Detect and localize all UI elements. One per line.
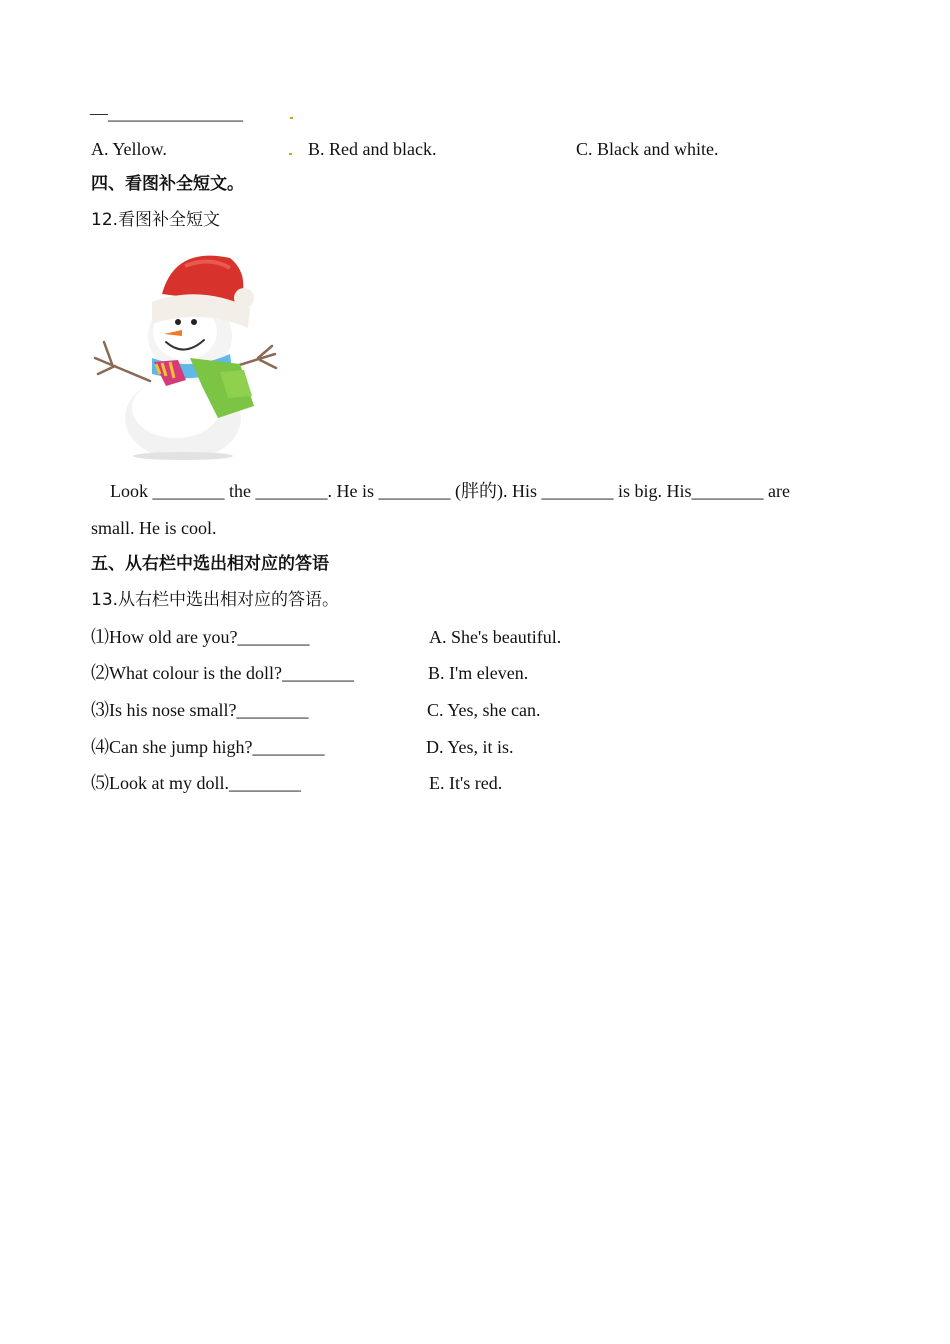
snowman-image xyxy=(90,246,280,462)
match-answer-a: A. She's beautiful. xyxy=(429,627,562,647)
match-answer-c: C. Yes, she can. xyxy=(427,700,541,720)
option-a: A. Yellow. xyxy=(91,139,167,159)
match-answer-d: D. Yes, it is. xyxy=(426,737,514,757)
match-question-5: ⑸Look at my doll.________ xyxy=(91,773,301,793)
paragraph-line-1: Look ________ the ________. He is ________ (胖的). His ________ is big. His________ are xyxy=(110,481,790,501)
section-5-heading: 五、从右栏中选出相对应的答语 xyxy=(91,554,329,574)
match-question-2: ⑵What colour is the doll?________ xyxy=(91,663,354,683)
match-question-3: ⑶Is his nose small?________ xyxy=(91,700,309,720)
option-c: C. Black and white. xyxy=(576,139,719,159)
section-4-heading: 四、看图补全短文。 xyxy=(91,174,244,194)
match-answer-b: B. I'm eleven. xyxy=(428,663,529,683)
question-12-title: 12.看图补全短文 xyxy=(91,210,221,230)
decorative-dot xyxy=(290,117,293,119)
question-13-title: 13.从右栏中选出相对应的答语。 xyxy=(91,590,340,610)
decorative-dot xyxy=(289,153,292,155)
match-question-1: ⑴How old are you?________ xyxy=(91,627,310,647)
option-b: B. Red and black. xyxy=(308,139,437,159)
match-question-4: ⑷Can she jump high?________ xyxy=(91,737,325,757)
answer-blank-line: —_______________ xyxy=(90,103,243,123)
match-answer-e: E. It's red. xyxy=(429,773,503,793)
paragraph-line-2: small. He is cool. xyxy=(91,518,217,538)
